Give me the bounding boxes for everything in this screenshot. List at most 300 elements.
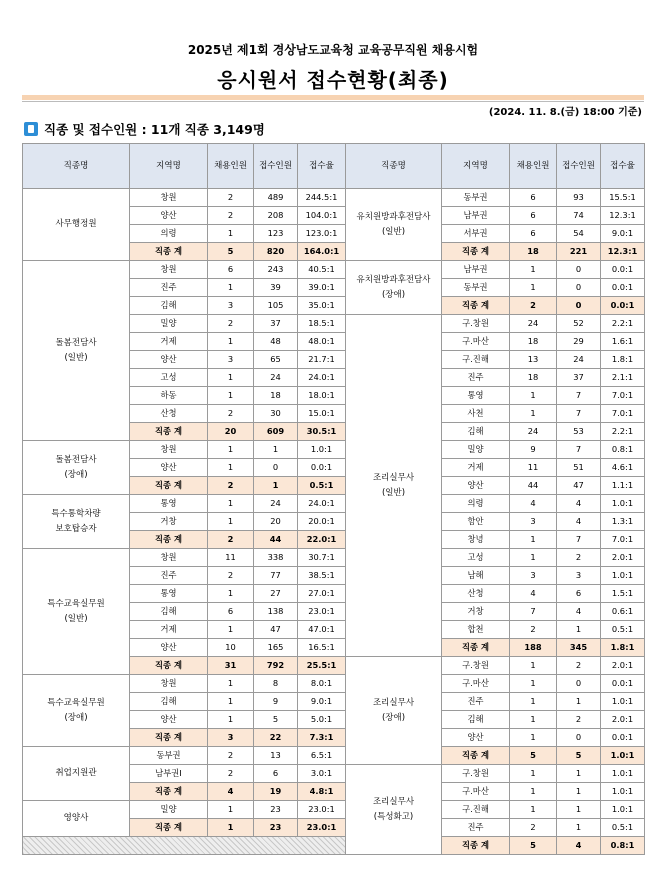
applicants-cell: 37	[254, 315, 298, 333]
subtotal-ratio: 0.8:1	[601, 837, 645, 855]
region-cell: 양산	[442, 477, 510, 495]
ratio-cell: 12.3:1	[601, 207, 645, 225]
document-icon	[24, 122, 38, 136]
hires-cell: 1	[510, 783, 557, 801]
hires-cell: 3	[208, 351, 254, 369]
applicants-cell: 24	[254, 495, 298, 513]
job-type-cell: 돌봄전담사 (일반)	[23, 261, 130, 441]
hires-cell: 44	[510, 477, 557, 495]
region-cell: 거창	[130, 513, 208, 531]
applicants-cell: 4	[557, 603, 601, 621]
applicants-cell: 7	[557, 441, 601, 459]
hires-cell: 1	[510, 405, 557, 423]
job-type-cell: 영양사	[23, 801, 130, 837]
hires-cell: 11	[208, 549, 254, 567]
region-cell: 고성	[442, 549, 510, 567]
table-row	[23, 441, 645, 459]
hires-cell: 2	[208, 567, 254, 585]
applicants-cell: 4	[557, 513, 601, 531]
applicants-cell: 3	[557, 567, 601, 585]
region-cell: 구.진해	[442, 351, 510, 369]
date-note: (2024. 11. 8.(금) 18:00 기준)	[488, 107, 642, 118]
job-type-cell: 특수통학차량 보호탑승자	[23, 495, 130, 549]
ratio-cell: 24.0:1	[298, 495, 346, 513]
subtotal-hires: 20	[208, 423, 254, 441]
ratio-cell: 123.0:1	[298, 225, 346, 243]
ratio-cell: 8.0:1	[298, 675, 346, 693]
region-cell: 진주	[442, 819, 510, 837]
region-cell: 서부권	[442, 225, 510, 243]
subtotal-hires: 188	[510, 639, 557, 657]
region-cell: 양산	[130, 639, 208, 657]
hires-cell: 1	[510, 531, 557, 549]
subtotal-applicants: 44	[254, 531, 298, 549]
applicants-cell: 54	[557, 225, 601, 243]
subtotal-ratio: 30.5:1	[298, 423, 346, 441]
region-cell: 남부권	[442, 207, 510, 225]
applicants-cell: 138	[254, 603, 298, 621]
job-type-cell: 특수교육실무원 (일반)	[23, 549, 130, 675]
region-cell: 양산	[130, 711, 208, 729]
column-header: 채용인원	[510, 144, 557, 189]
applicants-cell: 18	[254, 387, 298, 405]
hires-cell: 3	[510, 513, 557, 531]
ratio-cell: 0.6:1	[601, 603, 645, 621]
applicants-cell: 123	[254, 225, 298, 243]
applicants-cell: 7	[557, 405, 601, 423]
applicants-cell: 1	[254, 441, 298, 459]
subtotal-applicants: 19	[254, 783, 298, 801]
applicants-cell: 39	[254, 279, 298, 297]
region-cell: 창녕	[442, 531, 510, 549]
subtotal-ratio: 0.0:1	[601, 297, 645, 315]
region-cell: 구.마산	[442, 675, 510, 693]
table-row	[23, 549, 645, 567]
region-cell: 구.마산	[442, 333, 510, 351]
subtotal-applicants: 1	[254, 477, 298, 495]
ratio-cell: 1.0:1	[601, 783, 645, 801]
table-row	[23, 801, 645, 819]
hires-cell: 1	[510, 801, 557, 819]
hires-cell: 1	[208, 441, 254, 459]
applicants-cell: 2	[557, 711, 601, 729]
subtotal-hires: 2	[510, 297, 557, 315]
subtotal-hires: 2	[208, 477, 254, 495]
subtotal-applicants: 5	[557, 747, 601, 765]
applicants-cell: 27	[254, 585, 298, 603]
column-header: 지역명	[130, 144, 208, 189]
ratio-cell: 7.0:1	[601, 531, 645, 549]
ratio-cell: 15.5:1	[601, 189, 645, 207]
title-divider	[22, 101, 644, 102]
hires-cell: 3	[208, 297, 254, 315]
subtotal-hires: 5	[208, 243, 254, 261]
applicants-cell: 30	[254, 405, 298, 423]
ratio-cell: 6.5:1	[298, 747, 346, 765]
region-cell: 거제	[130, 333, 208, 351]
region-cell: 김해	[130, 603, 208, 621]
hires-cell: 1	[510, 765, 557, 783]
ratio-cell: 1.6:1	[601, 333, 645, 351]
hires-cell: 1	[510, 729, 557, 747]
ratio-cell: 1.5:1	[601, 585, 645, 603]
ratio-cell: 1.0:1	[601, 801, 645, 819]
ratio-cell: 5.0:1	[298, 711, 346, 729]
table-row	[23, 261, 645, 279]
hires-cell: 1	[208, 513, 254, 531]
hires-cell: 4	[510, 495, 557, 513]
subtotal-hires: 31	[208, 657, 254, 675]
hires-cell: 6	[510, 189, 557, 207]
region-cell: 사천	[442, 405, 510, 423]
region-cell: 창원	[130, 549, 208, 567]
ratio-cell: 1.1:1	[601, 477, 645, 495]
region-cell: 김해	[130, 297, 208, 315]
region-cell: 진주	[130, 279, 208, 297]
region-cell: 고성	[130, 369, 208, 387]
region-cell: 진주	[130, 567, 208, 585]
region-cell: 동부권	[442, 279, 510, 297]
subtotal-hires: 1	[208, 819, 254, 837]
hires-cell: 1	[208, 675, 254, 693]
ratio-cell: 2.0:1	[601, 657, 645, 675]
column-header: 채용인원	[208, 144, 254, 189]
column-header: 접수율	[601, 144, 645, 189]
applicants-cell: 0	[557, 729, 601, 747]
subtotal-label: 직종 계	[130, 657, 208, 675]
ratio-cell: 1.8:1	[601, 351, 645, 369]
hires-cell: 10	[208, 639, 254, 657]
applicants-cell: 2	[557, 549, 601, 567]
subtotal-ratio: 4.8:1	[298, 783, 346, 801]
hires-cell: 2	[208, 207, 254, 225]
ratio-cell: 104.0:1	[298, 207, 346, 225]
ratio-cell: 1.0:1	[601, 495, 645, 513]
applicants-cell: 77	[254, 567, 298, 585]
subtotal-ratio: 25.5:1	[298, 657, 346, 675]
ratio-cell: 9.0:1	[601, 225, 645, 243]
applicants-cell: 338	[254, 549, 298, 567]
applicants-cell: 0	[557, 279, 601, 297]
hires-cell: 1	[510, 387, 557, 405]
ratio-cell: 2.2:1	[601, 315, 645, 333]
hires-cell: 2	[208, 765, 254, 783]
applicants-cell: 0	[557, 675, 601, 693]
applicants-cell: 23	[254, 801, 298, 819]
hires-cell: 1	[510, 675, 557, 693]
region-cell: 김해	[442, 711, 510, 729]
subtotal-ratio: 23.0:1	[298, 819, 346, 837]
region-cell: 거창	[442, 603, 510, 621]
region-cell: 양산	[442, 729, 510, 747]
title-underline	[22, 95, 644, 100]
region-cell: 김해	[130, 693, 208, 711]
table-row	[23, 837, 645, 855]
region-cell: 산청	[442, 585, 510, 603]
hires-cell: 2	[208, 405, 254, 423]
region-cell: 남부권Ⅰ	[130, 765, 208, 783]
region-cell: 밀양	[442, 441, 510, 459]
subtotal-applicants: 609	[254, 423, 298, 441]
job-type-cell: 취업지원관	[23, 747, 130, 801]
job-type-cell: 조리실무사 (특성화고)	[346, 765, 442, 855]
hires-cell: 1	[510, 657, 557, 675]
document-title: 응시원서 접수현황(최종)	[217, 68, 449, 92]
region-cell: 밀양	[130, 801, 208, 819]
applicants-cell: 243	[254, 261, 298, 279]
subtotal-label: 직종 계	[442, 837, 510, 855]
region-cell: 남부권	[442, 261, 510, 279]
table-row	[23, 675, 645, 693]
applicants-cell: 24	[557, 351, 601, 369]
ratio-cell: 0.5:1	[601, 621, 645, 639]
hires-cell: 6	[510, 207, 557, 225]
applicants-cell: 74	[557, 207, 601, 225]
hires-cell: 1	[510, 711, 557, 729]
applicants-cell: 65	[254, 351, 298, 369]
column-header: 직종명	[23, 144, 130, 189]
hires-cell: 18	[510, 333, 557, 351]
subtotal-label: 직종 계	[130, 477, 208, 495]
hires-cell: 9	[510, 441, 557, 459]
job-type-cell: 특수교육실무원 (장애)	[23, 675, 130, 747]
column-header: 접수인원	[254, 144, 298, 189]
table-header-row	[23, 144, 645, 189]
applicants-cell: 2	[557, 657, 601, 675]
hires-cell: 1	[208, 621, 254, 639]
subtotal-ratio: 1.0:1	[601, 747, 645, 765]
ratio-cell: 0.0:1	[298, 459, 346, 477]
job-type-cell: 사무행정원	[23, 189, 130, 261]
applicants-cell: 489	[254, 189, 298, 207]
applicants-cell: 1	[557, 801, 601, 819]
ratio-cell: 38.5:1	[298, 567, 346, 585]
region-cell: 의령	[130, 225, 208, 243]
region-cell: 함안	[442, 513, 510, 531]
hires-cell: 1	[208, 459, 254, 477]
ratio-cell: 24.0:1	[298, 369, 346, 387]
ratio-cell: 2.1:1	[601, 369, 645, 387]
ratio-cell: 0.0:1	[601, 729, 645, 747]
ratio-cell: 2.0:1	[601, 549, 645, 567]
subtotal-applicants: 23	[254, 819, 298, 837]
ratio-cell: 1.3:1	[601, 513, 645, 531]
job-type-cell: 유치원방과후전담사 (장애)	[346, 261, 442, 315]
applicants-cell: 1	[557, 819, 601, 837]
ratio-cell: 15.0:1	[298, 405, 346, 423]
region-cell: 진주	[442, 369, 510, 387]
region-cell: 동부권	[130, 747, 208, 765]
region-cell: 거제	[442, 459, 510, 477]
subtotal-applicants: 345	[557, 639, 601, 657]
summary-text: 직종 및 접수인원 : 11개 직종 3,149명	[44, 122, 265, 137]
subtotal-hires: 4	[208, 783, 254, 801]
applicants-cell: 47	[254, 621, 298, 639]
applicants-cell: 51	[557, 459, 601, 477]
hires-cell: 6	[510, 225, 557, 243]
job-type-cell: 돌봄전담사 (장애)	[23, 441, 130, 495]
job-type-cell: 조리실무사 (일반)	[346, 315, 442, 657]
hires-cell: 1	[510, 261, 557, 279]
ratio-cell: 4.6:1	[601, 459, 645, 477]
subtotal-label: 직종 계	[130, 243, 208, 261]
ratio-cell: 21.7:1	[298, 351, 346, 369]
ratio-cell: 47.0:1	[298, 621, 346, 639]
subtotal-hires: 5	[510, 837, 557, 855]
subtotal-hires: 2	[208, 531, 254, 549]
ratio-cell: 0.5:1	[601, 819, 645, 837]
applicants-cell: 48	[254, 333, 298, 351]
ratio-cell: 48.0:1	[298, 333, 346, 351]
region-cell: 산청	[130, 405, 208, 423]
job-type-cell: 조리실무사 (장애)	[346, 657, 442, 765]
subtotal-ratio: 1.8:1	[601, 639, 645, 657]
job-type-cell: 유치원방과후전담사 (일반)	[346, 189, 442, 261]
table-row	[23, 495, 645, 513]
hires-cell: 2	[208, 747, 254, 765]
ratio-cell: 16.5:1	[298, 639, 346, 657]
ratio-cell: 27.0:1	[298, 585, 346, 603]
region-cell: 양산	[130, 207, 208, 225]
subtotal-label: 직종 계	[442, 243, 510, 261]
ratio-cell: 2.2:1	[601, 423, 645, 441]
ratio-cell: 9.0:1	[298, 693, 346, 711]
applicants-cell: 9	[254, 693, 298, 711]
applicants-cell: 0	[254, 459, 298, 477]
hires-cell: 1	[208, 693, 254, 711]
applicants-cell: 93	[557, 189, 601, 207]
subtotal-ratio: 12.3:1	[601, 243, 645, 261]
subtotal-ratio: 22.0:1	[298, 531, 346, 549]
region-cell: 합천	[442, 621, 510, 639]
region-cell: 구.창원	[442, 657, 510, 675]
hires-cell: 18	[510, 369, 557, 387]
applicants-cell: 7	[557, 387, 601, 405]
ratio-cell: 0.0:1	[601, 279, 645, 297]
applicants-cell: 165	[254, 639, 298, 657]
region-cell: 구.마산	[442, 783, 510, 801]
ratio-cell: 40.5:1	[298, 261, 346, 279]
applicants-cell: 29	[557, 333, 601, 351]
ratio-cell: 244.5:1	[298, 189, 346, 207]
region-cell: 구.창원	[442, 765, 510, 783]
region-cell: 창원	[130, 441, 208, 459]
hires-cell: 1	[208, 801, 254, 819]
applicants-cell: 24	[254, 369, 298, 387]
hires-cell: 2	[510, 621, 557, 639]
region-cell: 통영	[130, 495, 208, 513]
subtotal-applicants: 221	[557, 243, 601, 261]
applicants-cell: 53	[557, 423, 601, 441]
region-cell: 창원	[130, 675, 208, 693]
hires-cell: 24	[510, 423, 557, 441]
applicants-cell: 52	[557, 315, 601, 333]
hires-cell: 13	[510, 351, 557, 369]
subtotal-label: 직종 계	[130, 819, 208, 837]
summary-line	[24, 120, 265, 138]
applicants-cell: 7	[557, 531, 601, 549]
subtotal-applicants: 820	[254, 243, 298, 261]
ratio-cell: 35.0:1	[298, 297, 346, 315]
ratio-cell: 1.0:1	[601, 693, 645, 711]
hires-cell: 7	[510, 603, 557, 621]
applicants-cell: 37	[557, 369, 601, 387]
region-cell: 양산	[130, 351, 208, 369]
subtotal-label: 직종 계	[130, 729, 208, 747]
region-cell: 동부권	[442, 189, 510, 207]
subtotal-applicants: 4	[557, 837, 601, 855]
region-cell: 구.창원	[442, 315, 510, 333]
column-header: 지역명	[442, 144, 510, 189]
hires-cell: 24	[510, 315, 557, 333]
region-cell: 거제	[130, 621, 208, 639]
ratio-cell: 0.0:1	[601, 261, 645, 279]
applicants-cell: 8	[254, 675, 298, 693]
region-cell: 밀양	[130, 315, 208, 333]
table-row	[23, 747, 645, 765]
subtotal-ratio: 7.3:1	[298, 729, 346, 747]
subtotal-label: 직종 계	[442, 297, 510, 315]
ratio-cell: 39.0:1	[298, 279, 346, 297]
hires-cell: 1	[510, 693, 557, 711]
hires-cell: 1	[208, 711, 254, 729]
hires-cell: 1	[208, 279, 254, 297]
region-cell: 의령	[442, 495, 510, 513]
subtotal-applicants: 22	[254, 729, 298, 747]
applicants-cell: 208	[254, 207, 298, 225]
hires-cell: 3	[510, 567, 557, 585]
region-cell: 통영	[130, 585, 208, 603]
column-header: 직종명	[346, 144, 442, 189]
ratio-cell: 23.0:1	[298, 603, 346, 621]
applicants-cell: 1	[557, 693, 601, 711]
subtotal-label: 직종 계	[442, 747, 510, 765]
applicants-cell: 1	[557, 783, 601, 801]
subtotal-label: 직종 계	[442, 639, 510, 657]
ratio-cell: 0.8:1	[601, 441, 645, 459]
subtotal-label: 직종 계	[130, 423, 208, 441]
table-body	[23, 189, 645, 855]
column-header: 접수인원	[557, 144, 601, 189]
subtotal-label: 직종 계	[130, 531, 208, 549]
region-cell: 통영	[442, 387, 510, 405]
ratio-cell: 2.0:1	[601, 711, 645, 729]
applicants-cell: 4	[557, 495, 601, 513]
ratio-cell: 1.0:1	[298, 441, 346, 459]
applicants-cell: 20	[254, 513, 298, 531]
region-cell: 김해	[442, 423, 510, 441]
ratio-cell: 7.0:1	[601, 387, 645, 405]
applicants-cell: 6	[254, 765, 298, 783]
hires-cell: 6	[208, 261, 254, 279]
applicants-cell: 13	[254, 747, 298, 765]
applicants-cell: 5	[254, 711, 298, 729]
applicants-cell: 6	[557, 585, 601, 603]
subtotal-applicants: 792	[254, 657, 298, 675]
ratio-cell: 18.5:1	[298, 315, 346, 333]
subtotal-applicants: 0	[557, 297, 601, 315]
ratio-cell: 30.7:1	[298, 549, 346, 567]
hires-cell: 2	[208, 189, 254, 207]
ratio-cell: 18.0:1	[298, 387, 346, 405]
table-row	[23, 189, 645, 207]
document-subtitle: 2025년 제1회 경상남도교육청 교육공무직원 채용시험	[187, 43, 479, 57]
ratio-cell: 3.0:1	[298, 765, 346, 783]
hires-cell: 1	[208, 387, 254, 405]
hires-cell: 1	[208, 225, 254, 243]
ratio-cell: 23.0:1	[298, 801, 346, 819]
hires-cell: 1	[208, 369, 254, 387]
